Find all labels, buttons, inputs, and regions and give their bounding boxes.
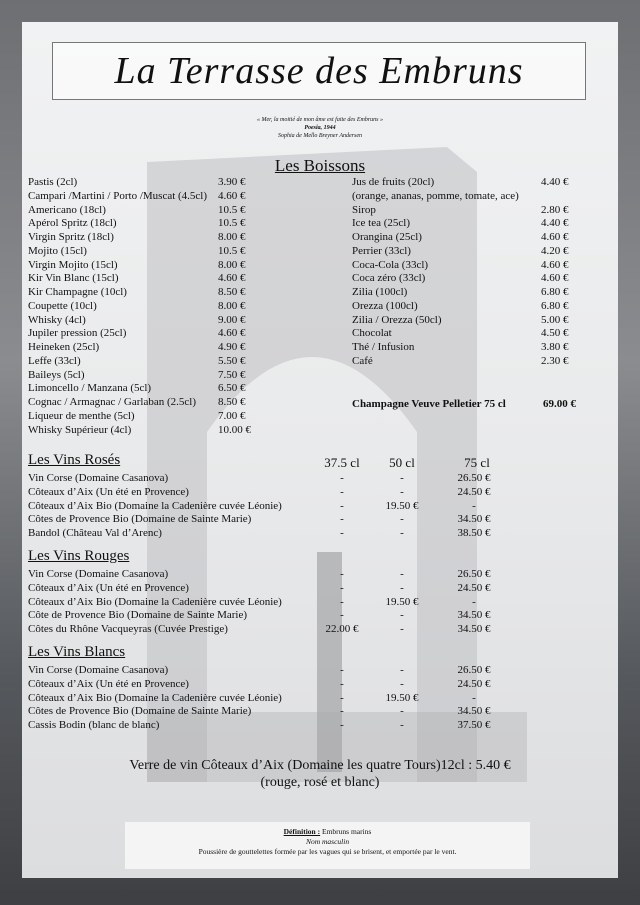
drink-price: 4.40 € bbox=[541, 176, 569, 188]
drink-price: 4.60 € bbox=[541, 272, 569, 285]
wine-price: 34.50 € bbox=[457, 705, 491, 718]
wine-price: 19.50 € bbox=[385, 691, 419, 704]
drink-name: Jus de fruits (20cl) bbox=[352, 176, 435, 188]
drink-price: 7.00 € bbox=[218, 409, 246, 422]
drink-name: Zilia / Orezza (50cl) bbox=[352, 313, 442, 326]
drink-name: Campari /Martini / Porto /Muscat (4.5cl) bbox=[28, 189, 208, 202]
drink-name: Heineken (25cl) bbox=[28, 341, 100, 353]
drink-price: 4.90 € bbox=[218, 341, 246, 353]
drink-price: 4.60 € bbox=[541, 231, 569, 243]
wine-name: Côtes de Provence Bio (Domaine de Sainte Marie) bbox=[28, 513, 252, 526]
drink-name: Zilia (100cl) bbox=[352, 286, 408, 298]
wine-price: - bbox=[340, 595, 344, 608]
wine-name: Cassis Bodin (blanc de blanc) bbox=[28, 719, 160, 732]
drink-name: Thé / Infusion bbox=[352, 341, 415, 353]
wine-price: - bbox=[340, 472, 344, 484]
drink-name: Coupette (10cl) bbox=[28, 299, 97, 312]
wine-price: 19.50 € bbox=[385, 499, 419, 512]
wine-price: 38.50 € bbox=[457, 527, 491, 540]
drink-name: Chocolat bbox=[352, 327, 392, 340]
wine-glass-offer: Verre de vin Côteaux d’Aix (Domaine les quatre Tours)12cl : 5.40 € bbox=[129, 758, 511, 773]
wine-price: 19.50 € bbox=[385, 595, 419, 608]
wine-price: 34.50 € bbox=[457, 513, 491, 526]
wine-section-heading: Les Vins Rouges bbox=[28, 548, 130, 564]
drink-name: Whisky (4cl) bbox=[28, 313, 86, 326]
drink-price: 10.00 € bbox=[218, 423, 251, 436]
wine-name: Vin Corse (Domaine Casanova) bbox=[28, 664, 169, 676]
wine-name: Bandol (Château Val d’Arenc) bbox=[28, 527, 162, 540]
wine-price: 24.50 € bbox=[457, 581, 491, 594]
drink-price: 8.50 € bbox=[218, 396, 246, 408]
title-banner bbox=[52, 42, 586, 100]
quote-author: Sophia de Mello Breyner Andersen bbox=[278, 133, 362, 139]
drink-name: Kir Vin Blanc (15cl) bbox=[28, 272, 119, 285]
wine-name: Côteaux d’Aix (Un été en Provence) bbox=[28, 677, 189, 690]
drink-name: Virgin Mojito (15cl) bbox=[28, 258, 118, 271]
wine-price: 22.00 € bbox=[325, 623, 359, 636]
drink-name: Orangina (25cl) bbox=[352, 231, 422, 243]
drink-price: 4.60 € bbox=[541, 258, 569, 271]
drink-price: 8.00 € bbox=[218, 299, 246, 312]
menu-page bbox=[22, 22, 618, 878]
drink-name: Café bbox=[352, 354, 373, 367]
definition-word: Embruns marins bbox=[320, 827, 372, 836]
drink-name: Orezza (100cl) bbox=[352, 299, 418, 312]
wine-price: 24.50 € bbox=[457, 485, 491, 498]
drink-price: 4.50 € bbox=[541, 327, 569, 340]
wine-price: - bbox=[400, 705, 404, 718]
drink-name: Ice tea (25cl) bbox=[352, 217, 411, 230]
wine-price: 26.50 € bbox=[457, 472, 491, 484]
wine-price: - bbox=[340, 609, 344, 622]
drink-price: 8.00 € bbox=[218, 231, 246, 243]
drink-name: (orange, ananas, pomme, tomate, ace) bbox=[352, 189, 519, 202]
wine-price: - bbox=[340, 499, 344, 512]
drink-price: 3.80 € bbox=[541, 341, 569, 353]
drink-price: 8.00 € bbox=[218, 258, 246, 271]
definition-box bbox=[125, 822, 530, 869]
wine-name: Côteaux d’Aix (Un été en Provence) bbox=[28, 581, 189, 594]
wine-glass-note: (rouge, rosé et blanc) bbox=[260, 775, 380, 790]
wine-name: Côte de Provence Bio (Domaine de Sainte Marie) bbox=[28, 609, 248, 622]
wine-name: Côteaux d’Aix (Un été en Provence) bbox=[28, 485, 189, 498]
wine-price: - bbox=[340, 513, 344, 526]
drink-name: Virgin Spritz (18cl) bbox=[28, 231, 114, 243]
drink-name: Apérol Spritz (18cl) bbox=[28, 217, 117, 230]
wine-price: 26.50 € bbox=[457, 568, 491, 580]
champagne-price: 69.00 € bbox=[543, 398, 576, 410]
wine-price: - bbox=[400, 609, 404, 622]
wine-price: - bbox=[340, 691, 344, 704]
wine-name: Côteaux d’Aix Bio (Domaine la Cadenière cuvée Léonie) bbox=[28, 691, 282, 704]
wine-price: - bbox=[472, 499, 476, 512]
wine-name: Côteaux d’Aix Bio (Domaine la Cadenière cuvée Léonie) bbox=[28, 499, 282, 512]
wine-price: - bbox=[400, 485, 404, 498]
drink-name: Sirop bbox=[352, 203, 376, 216]
wine-price: 24.50 € bbox=[457, 677, 491, 690]
wine-price: - bbox=[340, 719, 344, 732]
wine-section-heading: Les Vins Rosés bbox=[28, 452, 121, 468]
wine-name: Côteaux d’Aix Bio (Domaine la Cadenière cuvée Léonie) bbox=[28, 595, 282, 608]
wine-price: 37.50 € bbox=[457, 719, 491, 732]
drink-price: 6.50 € bbox=[218, 382, 246, 395]
wine-name: Vin Corse (Domaine Casanova) bbox=[28, 472, 169, 484]
drink-price: 2.80 € bbox=[541, 203, 569, 216]
drink-name: Coca-Cola (33cl) bbox=[352, 258, 429, 271]
quote-work: Poesia, 1944 bbox=[304, 125, 336, 131]
drink-price: 5.00 € bbox=[541, 313, 569, 326]
quote-text: « Mer, la moitié de mon âme est faite des Embruns » bbox=[257, 117, 383, 123]
wine-column-header: 50 cl bbox=[389, 455, 415, 470]
drink-price: 4.20 € bbox=[541, 244, 569, 257]
definition-text: Poussière de gouttelettes formée par les vagues qui se brisent, et emportée par le vent. bbox=[198, 847, 457, 856]
drink-price: 7.50 € bbox=[218, 368, 246, 381]
wine-price: - bbox=[400, 527, 404, 540]
wine-price: - bbox=[400, 568, 404, 580]
restaurant-title: La Terrasse des Embruns bbox=[114, 50, 524, 92]
drink-price: 8.50 € bbox=[218, 286, 246, 298]
wine-column-header: 75 cl bbox=[464, 455, 490, 470]
wine-price: - bbox=[400, 472, 404, 484]
drink-name: Americano (18cl) bbox=[28, 203, 106, 216]
wine-price: - bbox=[340, 485, 344, 498]
drink-price: 9.00 € bbox=[218, 313, 246, 326]
drink-name: Whisky Supérieur (4cl) bbox=[28, 423, 132, 436]
drink-price: 4.40 € bbox=[541, 217, 569, 230]
wine-price: - bbox=[400, 623, 404, 636]
wine-price: 34.50 € bbox=[457, 623, 491, 636]
drink-price: 4.60 € bbox=[218, 327, 246, 340]
wine-price: - bbox=[340, 705, 344, 718]
wine-name: Vin Corse (Domaine Casanova) bbox=[28, 568, 169, 580]
drink-name: Pastis (2cl) bbox=[28, 176, 78, 188]
drink-price: 10.5 € bbox=[218, 203, 246, 216]
drink-name: Liqueur de menthe (5cl) bbox=[28, 409, 135, 422]
drink-name: Jupiler pression (25cl) bbox=[28, 327, 127, 340]
wine-price: - bbox=[400, 719, 404, 732]
wine-price: - bbox=[400, 581, 404, 594]
drink-price: 10.5 € bbox=[218, 217, 246, 230]
definition-type: Nom masculin bbox=[305, 837, 350, 846]
drink-price: 4.60 € bbox=[218, 189, 246, 202]
drink-price: 5.50 € bbox=[218, 354, 246, 367]
wine-price: - bbox=[340, 568, 344, 580]
wine-price: - bbox=[400, 513, 404, 526]
drink-price: 4.60 € bbox=[218, 272, 246, 285]
boissons-heading: Les Boissons bbox=[274, 156, 366, 175]
wine-column-header: 37.5 cl bbox=[324, 455, 360, 470]
champagne-name: Champagne Veuve Pelletier 75 cl bbox=[352, 398, 506, 410]
wine-price: - bbox=[340, 527, 344, 540]
drink-name: Cognac / Armagnac / Garlaban (2.5cl) bbox=[28, 396, 196, 408]
drink-name: Mojito (15cl) bbox=[28, 244, 87, 257]
drink-price: 6.80 € bbox=[541, 299, 569, 312]
drink-price: 3.90 € bbox=[218, 176, 246, 188]
wine-price: - bbox=[472, 691, 476, 704]
drink-name: Kir Champagne (10cl) bbox=[28, 286, 127, 298]
wine-name: Côtes de Provence Bio (Domaine de Sainte Marie) bbox=[28, 705, 252, 718]
drink-price: 2.30 € bbox=[541, 354, 569, 367]
wine-price: 26.50 € bbox=[457, 664, 491, 676]
drink-name: Limoncello / Manzana (5cl) bbox=[28, 382, 152, 395]
drink-name: Leffe (33cl) bbox=[28, 354, 81, 367]
drink-price: 10.5 € bbox=[218, 244, 246, 257]
wine-price: 34.50 € bbox=[457, 609, 491, 622]
wine-price: - bbox=[340, 677, 344, 690]
drink-name: Perrier (33cl) bbox=[352, 244, 411, 257]
wine-price: - bbox=[340, 581, 344, 594]
wine-price: - bbox=[472, 595, 476, 608]
drink-price: 6.80 € bbox=[541, 286, 569, 298]
wine-price: - bbox=[400, 677, 404, 690]
drink-name: Baileys (5cl) bbox=[28, 368, 85, 381]
drink-name: Coca zéro (33cl) bbox=[352, 272, 426, 285]
wine-price: - bbox=[340, 664, 344, 676]
wine-price: - bbox=[400, 664, 404, 676]
wine-section-heading: Les Vins Blancs bbox=[28, 644, 126, 660]
definition-label: Définition : bbox=[283, 827, 321, 836]
wine-name: Côtes du Rhône Vacqueyras (Cuvée Prestige) bbox=[28, 623, 228, 636]
